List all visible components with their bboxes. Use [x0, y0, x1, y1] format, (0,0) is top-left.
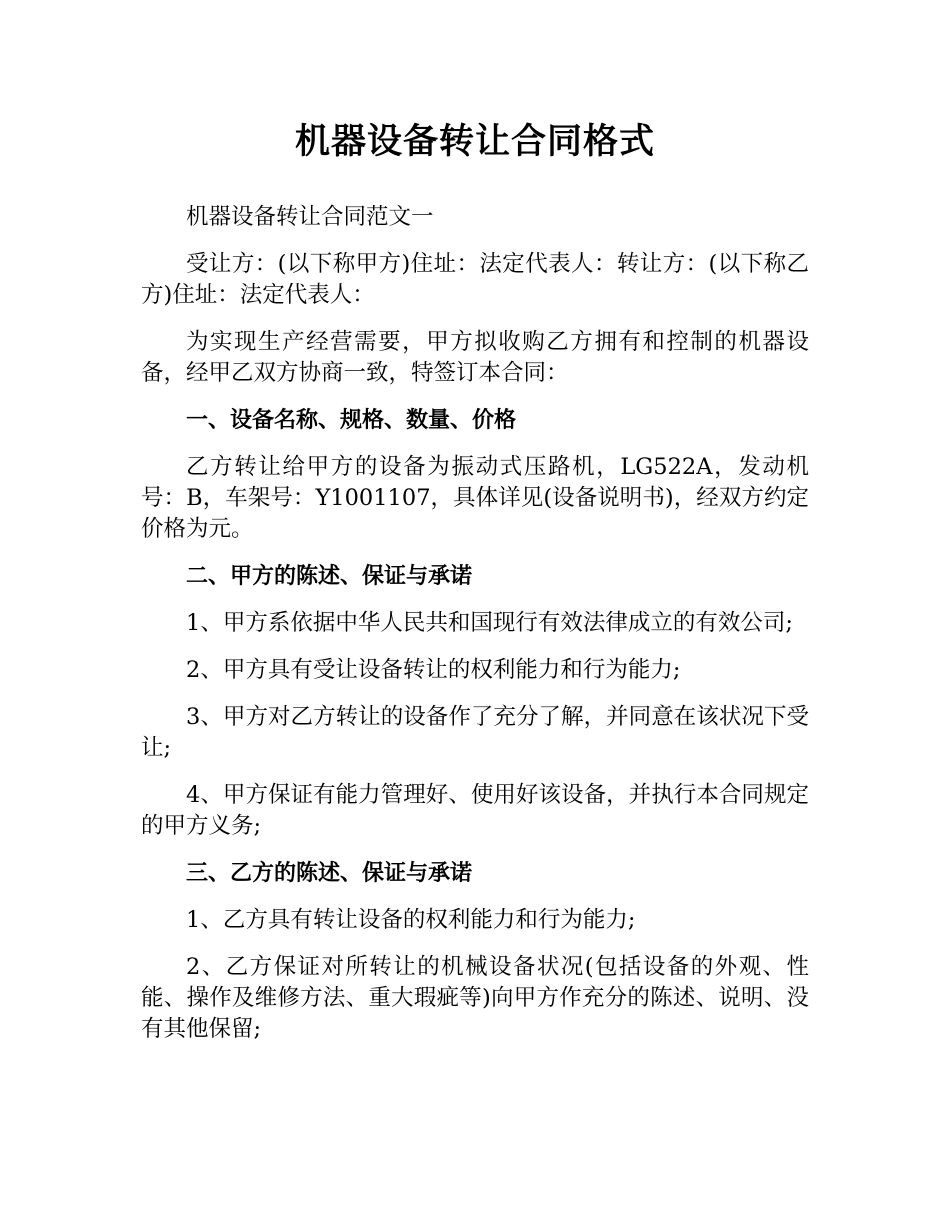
section-3: [141, 858, 809, 1045]
document-subtitle: 机器设备转让合同范文一: [186, 204, 434, 230]
preamble-paragraph: 为实现生产经营需要，甲方拟收购乙方拥有和控制的机器设备，经甲乙双方协商一致，特签订本合同：: [141, 329, 809, 386]
section-heading: 一、设备名称、规格、数量、价格: [186, 408, 517, 433]
section-heading: 三、乙方的陈述、保证与承诺: [186, 861, 473, 886]
section-paragraph: 3、甲方对乙方转让的设备作了充分了解，并同意在该状况下受让;: [141, 704, 809, 761]
section-1: [141, 405, 809, 545]
parties-paragraph: 受让方：(以下称甲方)住址：法定代表人：转让方：(以下称乙方)住址：法定代表人：: [141, 251, 809, 308]
section-paragraph: 乙方转让给甲方的设备为振动式压路机，LG522A，发动机号：B，车架号：Y1001107，具体详见(设备说明书)，经双方约定价格为元。: [141, 454, 809, 542]
section-paragraph: 2、甲方具有受让设备转让的权利能力和行为能力;: [186, 657, 681, 683]
document-page: [141, 118, 809, 1061]
section-heading: 二、甲方的陈述、保证与承诺: [186, 564, 473, 589]
document-title: 机器设备转让合同格式: [294, 122, 655, 162]
section-paragraph: 1、甲方系依据中华人民共和国现行有效法律成立的有效公司;: [186, 610, 793, 636]
section-paragraph: 2、乙方保证对所转让的机械设备状况(包括设备的外观、性能、操作及维修方法、重大瑕疵等)向甲方作充分的陈述、说明、没有其他保留;: [141, 954, 809, 1042]
section-paragraph: 1、乙方具有转让设备的权利能力和行为能力;: [186, 907, 636, 933]
section-paragraph: 4、甲方保证有能力管理好、使用好该设备，并执行本合同规定的甲方义务;: [141, 782, 809, 839]
section-2: [141, 561, 809, 842]
